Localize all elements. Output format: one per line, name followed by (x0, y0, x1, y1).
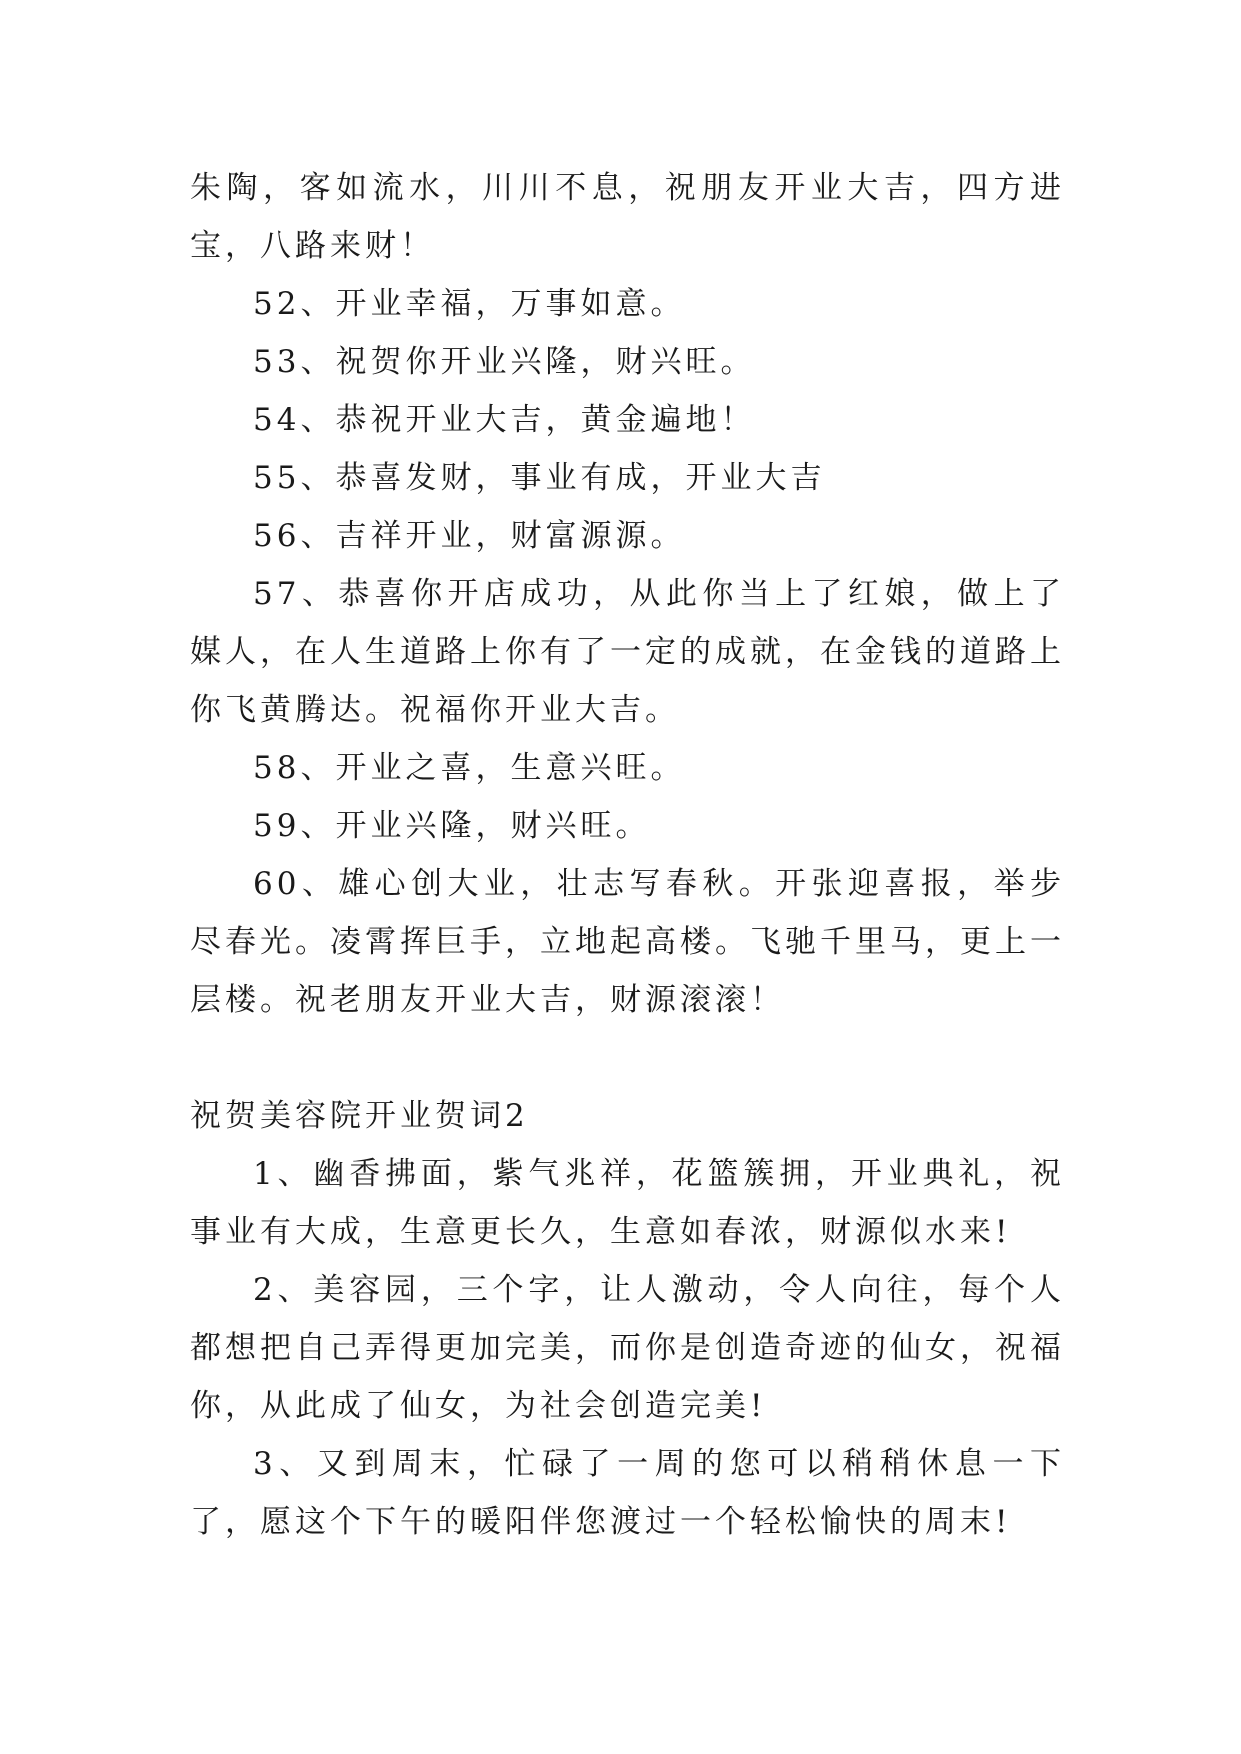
paragraph-continuation: 朱陶，客如流水，川川不息，祝朋友开业大吉，四方进宝，八路来财！ (190, 170, 1065, 264)
paragraph-item-52: 52、开业幸福，万事如意。 (253, 286, 686, 322)
document-body (190, 159, 1065, 1551)
paragraph-item-59: 59、开业兴隆，财兴旺。 (253, 808, 651, 844)
paragraph-item-56: 56、吉祥开业，财富源源。 (253, 518, 686, 554)
paragraph-item-1: 1、幽香拂面，紫气兆祥，花篮簇拥，开业典礼，祝事业有大成，生意更长久，生意如春浓，财源似水来! (190, 1156, 1065, 1250)
section-heading: 祝贺美容院开业贺词2 (190, 1098, 529, 1134)
paragraph-item-54: 54、恭祝开业大吉，黄金遍地！ (253, 402, 756, 438)
paragraph-item-60: 60、雄心创大业，壮志写春秋。开张迎喜报，举步尽春光。凌霄挥巨手，立地起高楼。飞驰千里马，更上一层楼。祝老朋友开业大吉，财源滚滚！ (190, 866, 1065, 1018)
paragraph-item-53: 53、祝贺你开业兴隆，财兴旺。 (253, 344, 756, 380)
paragraph-item-3: 3、又到周末，忙碌了一周的您可以稍稍休息一下了，愿这个下午的暖阳伴您渡过一个轻松愉快的周末! (190, 1446, 1065, 1540)
paragraph-item-2: 2、美容园，三个字，让人激动，令人向往，每个人都想把自己弄得更加完美，而你是创造奇迹的仙女，祝福你，从此成了仙女，为社会创造完美! (190, 1272, 1065, 1424)
paragraph-item-58: 58、开业之喜，生意兴旺。 (253, 750, 686, 786)
paragraph-item-55: 55、恭喜发财，事业有成，开业大吉 (253, 460, 826, 496)
paragraph-item-57: 57、恭喜你开店成功，从此你当上了红娘，做上了媒人，在人生道路上你有了一定的成就，在金钱的道路上你飞黄腾达。祝福你开业大吉。 (190, 576, 1065, 728)
